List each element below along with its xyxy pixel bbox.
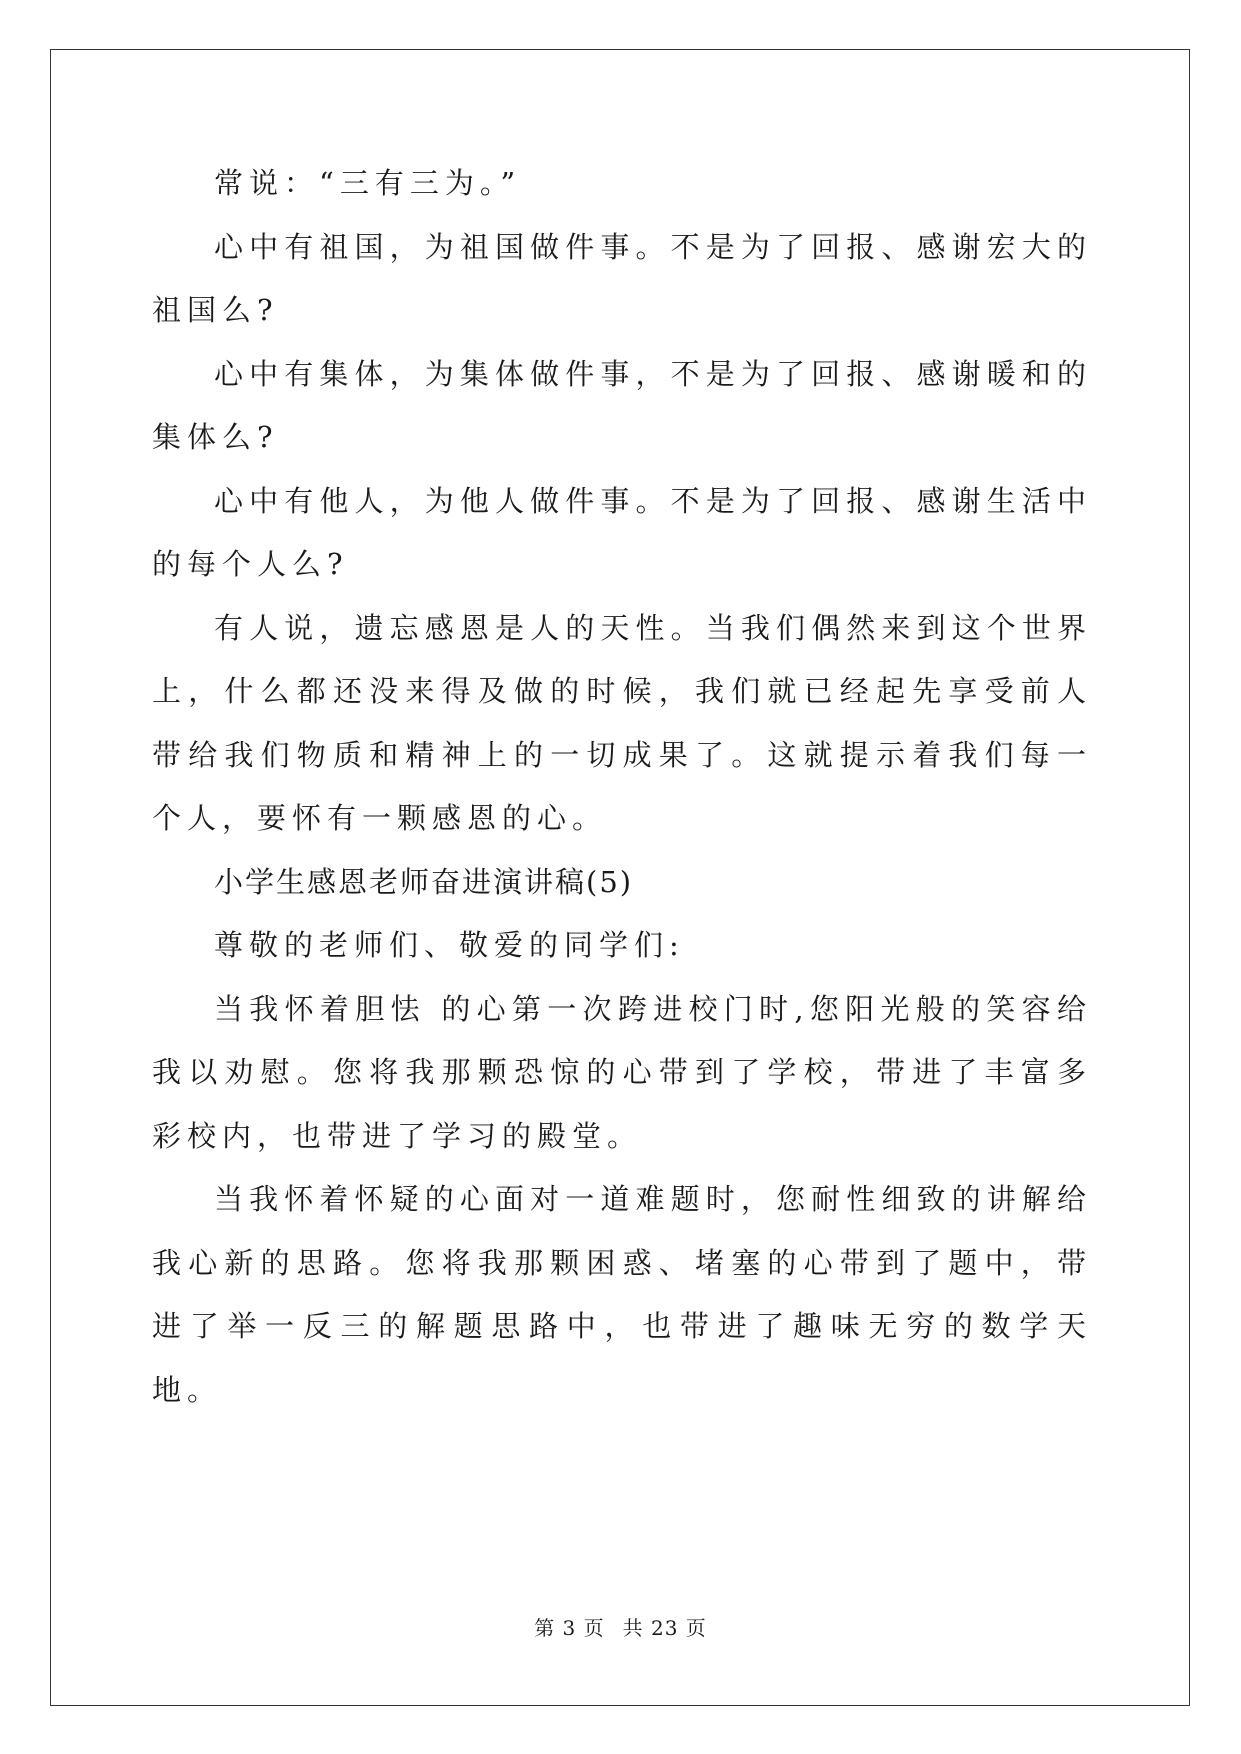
page-number: 第 3 页 (534, 1616, 605, 1640)
section-title: 小学生感恩老师奋进演讲稿(5) (214, 864, 634, 899)
paragraph-8: 当我怀着胆怯 的心第一次跨进校门时,您阳光般的笑容给我以劝慰。您将我那颗恐惊的心带到了学校，带进了丰富多彩校内，也带进了学习的殿堂。 (152, 991, 1092, 1153)
paragraph-3: 心中有集体，为集体做件事，不是为了回报、感谢暖和的集体么? (152, 356, 1092, 454)
document-body (152, 152, 1092, 1422)
paragraph-9: 当我怀着怀疑的心面对一道难题时，您耐性细致的讲解给我心新的思路。您将我那颗困惑、堵塞的心带到了题中，带进了举一反三的解题思路中，也带进了趣味无穷的数学天地。 (152, 1182, 1092, 1407)
paragraph-5: 有人说，遗忘感恩是人的天性。当我们偶然来到这个世界上，什么都还没来得及做的时候，我们就已经起先享受前人带给我们物质和精神上的一切成果了。这就提示着我们每一个人，要怀有一颗感恩的心。 (152, 610, 1092, 835)
paragraph-4: 心中有他人，为他人做件事。不是为了回报、感谢生活中的每个人么? (152, 483, 1092, 581)
paragraph-1: 常说：“三有三为。” (214, 166, 522, 200)
salutation: 尊敬的老师们、敬爱的同学们: (214, 928, 685, 962)
paragraph-2: 心中有祖国，为祖国做件事。不是为了回报、感谢宏大的祖国么? (152, 229, 1092, 327)
page-total: 共 23 页 (622, 1616, 707, 1640)
page-footer (0, 1612, 1241, 1641)
